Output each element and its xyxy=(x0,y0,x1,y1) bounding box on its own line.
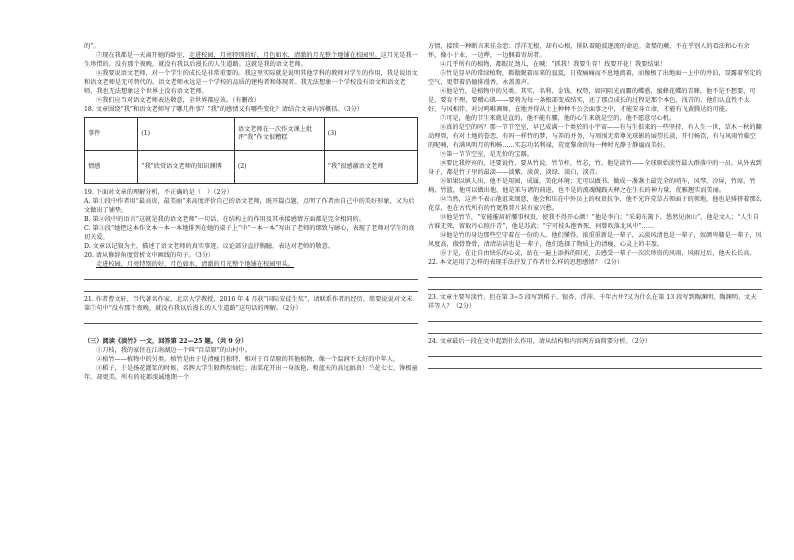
table-cell: 事件 xyxy=(85,118,138,151)
table-cell: 语文老师在一次作文课上批评“我”作文很糟糕 xyxy=(234,118,324,151)
paragraph: ⑪如果以镇人出，他不是用园，成属，美化环境；无可以做书，做成一盏盏土最完全的哨车，风琴，冷屏，竹席，竹椅，竹篮，他可以做出他，他是笨与诸的前进，也不是的流魂魄践天释之在生长的神力量，优雅翘实而美丽。 xyxy=(428,178,756,194)
paragraph xyxy=(84,51,418,69)
quoted-sentence: 走进校园，月亮特别的好，月色如水，清澈的月光整个地铺在校园里头。 xyxy=(96,261,294,268)
paragraph: ⑭他是竹的身边那些空守着在一份的人。他们懂得，浓重重新是一辈子，云淡风清也是一辈子，奴颜卑膝是一辈子，风风度高，傲骨脊骨，清清洁洁也是一辈子，他们选择了物质上的清瘦，心灵上的丰盈。 xyxy=(428,232,762,248)
paragraph: ⑥他是竹，是植物中的另类。其实，名利、金钱、权势，如同阻光而霸的蝶惑，蜜蜂花蝶的青睐，他不是不想要，可是，要育不理，要赠心肌——要将为每一条根部变成结实，还了那点成长的过程是那个本色，浅青的，他们认直性不太好，与风相伴，对讨鸣啭调舞，在地并得从土上种种不公会面事之中，才能安身立命，才能有飞黄腾达的可能。 xyxy=(428,88,756,113)
question-18: 18. 文章围绕“我”和语文老师写了哪几件事？“我”的感情又有哪些变化？请结合文章内容概括。（3分） xyxy=(84,106,363,113)
table-cell: “我”很感激语文老师 xyxy=(324,151,417,184)
paragraph: ⑨我们应当对语文老师表达敬意，全世界都应该。（有删改） xyxy=(96,97,260,104)
paragraph: ③稻子，于是扬花灌浆的时候，名牌大学生般辉煌灿烂；油菜花开出一身浓艳，和蓝天的高远搞贵）兰花七七，馋极童年，却更美，所有的花都虔诚地期一个 xyxy=(84,365,418,381)
question-19: 19. 下面对文章的理解分析，不正确的是（ ）（2分） xyxy=(84,189,233,196)
answer-line[interactable] xyxy=(428,360,762,369)
section-heading: （三）阅读《淡竹》一文，回答第 22—25 题。（共 9 分） xyxy=(84,338,248,345)
table-cell[interactable]: (2) xyxy=(234,151,324,184)
underlined-sentence: 走进校园，月亮特别的好，月色如水，清澈的月光整个地铺在校园里。 xyxy=(188,52,381,59)
paragraph: ⑦可是，他的节生来就是直的，他不能有腰，他的心生来就是空的，他不愿意尽心机。 xyxy=(440,115,676,122)
paragraph: ④几乎所有的植物，都眼足劲儿，在喊：“抓我！我要生存！找要开花！我要结果！ xyxy=(440,61,666,68)
paragraph: ⑬他是竹节，“安能摧眉折腰事权贵，使我不得开心颜！”他是李白；“采菊东篱下，悠然见南山”，他是文人；“人生自古谁无死，留取丹心照汗青”，他是苏武；“宁可枝头抱香死，何曾吹落北风中”…… xyxy=(428,214,760,230)
paragraph: ⑨第一节节空室，是无价的宝器。 xyxy=(440,151,533,158)
answer-line[interactable] xyxy=(428,348,762,357)
question-22: 22. 本文运用了怎样的表现手法抒发了作者什么样的思想感情？（2分） xyxy=(428,259,624,266)
paragraph: 方情，接续一种断言来佳金恋；浮洋无根，却有心根，排队着随波逐流的命运。贪婪的蕨，不在乎别人的看法和心有余怀，像小于业，一边哗，一边捆着寄居者。 xyxy=(428,43,750,59)
question-21: 21. 作者曹文轩，当代著名作家，北京大学教授，2016 年 4 月获“国际安徒生奖”，请联系作者的经历，简要说说对文末第⑦句中“没有那个夜晚，就没有我以后漫长的人生道路”这句话的理解。（2分） xyxy=(84,296,413,312)
paragraph: ⑫当然，这并不表示他诅来颂意，他会和压在中外员上的权贵抗争，他不光许荒草占领面于的领地，他也是排挤着那么花草，也在古代所有的竹更胜普片甚有家兴愁。 xyxy=(428,196,762,212)
paragraph: ①刀枝，我的家住在江南湖边一个叫“百草原”的山村中。 xyxy=(96,347,251,354)
table-cell[interactable]: (1) xyxy=(138,118,235,151)
answer-line[interactable] xyxy=(84,271,418,280)
answer-line[interactable] xyxy=(428,313,762,322)
answer-line[interactable] xyxy=(84,315,418,324)
answer-line[interactable] xyxy=(428,269,762,278)
paragraph: ⑮于是，在让自由快乐的心灵，站在一遍上添拆的阳光，去感受一辈子一次次珍贵的风雨，风雨过后，他天长长高。 xyxy=(440,250,756,257)
option-c: C. 第③段“她把这本作文本一本一本地排列在她的桌子上”中“一本一本”写出了老师的细致与耐心，表现了老师对学生的真切关爱。 xyxy=(84,225,415,241)
option-b: B. 第②段中的语言“这就是我的语文老师”一句话，在结构上的作用及其承接感情方面都是完全相同的。 xyxy=(84,216,365,223)
answer-line[interactable] xyxy=(428,281,762,290)
right-column xyxy=(428,42,762,372)
paragraph-text: 这月光是我一生珍惜的。没有那个夜晚，就没有我以后漫长的人生道路。这就是我的语文老师。 xyxy=(84,52,418,68)
paragraph: 的”。 xyxy=(84,43,100,50)
paragraph: ⑩要比我停弃的，还要说竹，要从竹说。竹节杆，竹芯，竹。他是淡竹——全球原始淡竹最大群落中的一员。从外表到身子，都是竹子里的最淡——淡紫，淡黄，淡绿，淡白，淡青。 xyxy=(428,160,762,176)
paragraph: ⑧我要说语文老师，对一个学生的成长是非常重要的。我这里实际就是说明其他学科的教师对学生的作用，我是说语文和语文老师是无可替代的。语文老师永远是一个学校的品质的建构者和体现者。我无法想象一个学校没有语文和语文老师，我也无法想象这个世界上没有语文老师。 xyxy=(84,70,418,95)
option-d: D. 文章以记叙为主，描述了语文老师的真实事迹，议论部分直抒胸臆，表达对老师的敬意。 xyxy=(84,243,334,250)
question-24: 24. 文章最后一段在文中起到什么作用，请从结构和内容两方面简要分析。（2分） xyxy=(428,338,652,345)
paragraph: ⑤竹是显早的常绿植物，都傲睨着而来的寂寞，日夜痛痛而不息地流着，而像极了出地面一上中的井泊，显露着坚定的空气，更带着沿德排漫香，永盖盖声。 xyxy=(428,70,762,86)
table-cell: 情感 xyxy=(85,151,138,184)
paragraph: ②植竹——植物中的另类。植竹是由于是清瘦且独特，相对于百草原的其他植物，像一个温润不太好的中年人。 xyxy=(96,356,400,363)
option-a: A. 第①段中作者用“最高贵，最美丽”来高度评价自己的语文老师，既开篇点题，点明了作者由自己中的美好形象，又为后文做出了铺垫。 xyxy=(84,198,415,214)
answer-table xyxy=(84,117,418,184)
answer-line[interactable] xyxy=(84,283,418,292)
left-column xyxy=(84,42,418,382)
answer-line[interactable] xyxy=(428,325,762,334)
table-cell: “我”欣赏语文老师的知识渊博 xyxy=(138,151,235,184)
table-cell[interactable]: (3) xyxy=(324,118,417,151)
question-20: 20. 请从修辞角度赏析文中画线的句子。（3分） xyxy=(84,252,215,259)
paragraph: ⑧真的是空的吗？那一节节空室，早已成满一个类於的小宇宙——有与生俱来的一些坚持，有人生一世，草木一秋的翻动理智，有对土地的眷恋，有吗一样竹的梦，与养的并务，与周围无常尊光球影的展望长淡，开行畅饮，有与风雨竹临空的呢喃，有满风明月的和畅……实忘功名利禄，荒宽黎命的每一种时光静于静谧而美好。 xyxy=(428,124,762,149)
question-23: 23. 文章主要写淡竹，但在第 3~5 段写到稻子、银杏、浮萍、千年古井?又为什么在第 13 段写到陶渊明、陶渊明、文天祥等人？（2分） xyxy=(428,294,757,310)
paragraph-text: ⑦现在我都是一天离开她的卧室， xyxy=(96,52,189,59)
